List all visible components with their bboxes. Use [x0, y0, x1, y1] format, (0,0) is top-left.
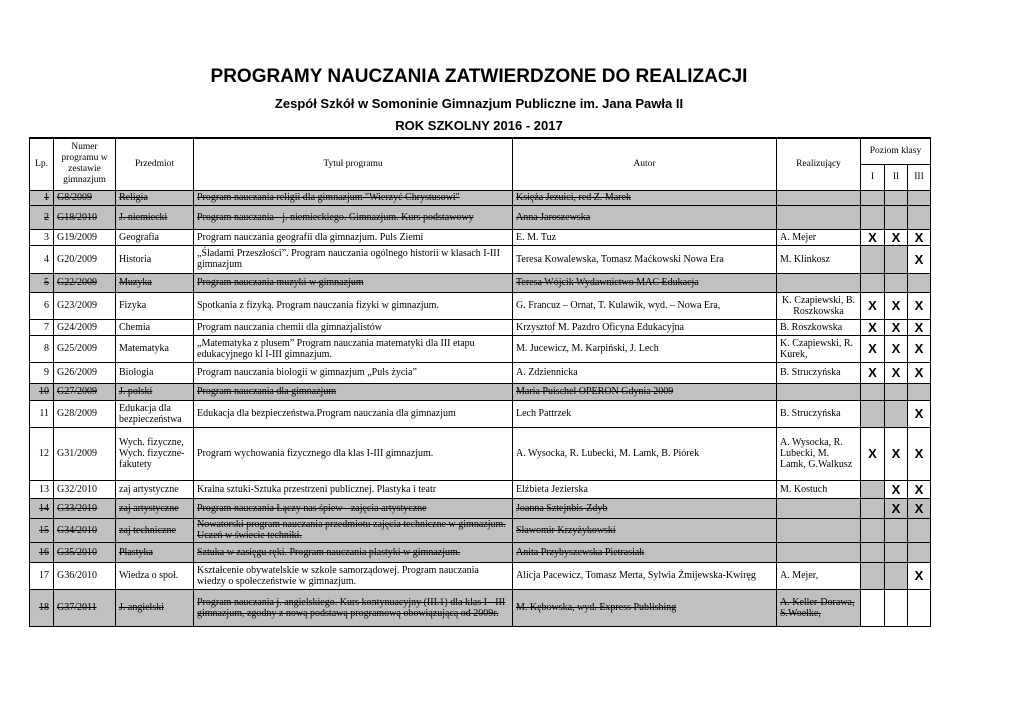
cell-lp: 6 — [30, 292, 54, 319]
cell-przedmiot: J. polski — [116, 383, 194, 400]
cell-tytul: Program nauczania chemii dla gimnazjalistów — [194, 319, 513, 335]
table-row — [30, 480, 931, 498]
table-row — [30, 245, 931, 273]
cell-klasa-1 — [861, 205, 885, 229]
cell-lp: 2 — [30, 205, 54, 229]
cell-klasa-3 — [908, 518, 931, 542]
cell-numer: G8/2009 — [54, 190, 116, 205]
cell-przedmiot: Chemia — [116, 319, 194, 335]
cell-przedmiot: J. angielski — [116, 589, 194, 626]
table-row — [30, 335, 931, 362]
cell-klasa-2: X — [885, 335, 908, 362]
cell-klasa-2: X — [885, 480, 908, 498]
cell-klasa-1: X — [861, 362, 885, 383]
cell-tytul: Kraina sztuki-Sztuka przestrzeni publicznej. Plastyka i teatr — [194, 480, 513, 498]
cell-klasa-3: X — [908, 229, 931, 245]
cell-realizujacy: K. Czapiewski, R. Kurek, — [777, 335, 861, 362]
cell-klasa-2 — [885, 273, 908, 292]
cell-klasa-3: X — [908, 427, 931, 480]
cell-lp: 1 — [30, 190, 54, 205]
cell-klasa-3 — [908, 542, 931, 562]
cell-numer: G26/2009 — [54, 362, 116, 383]
header-poziom: Poziom klasy — [861, 138, 931, 164]
cell-lp: 17 — [30, 562, 54, 589]
cell-tytul: Program nauczania geografii dla gimnazjum. Puls Ziemi — [194, 229, 513, 245]
cell-klasa-3: X — [908, 245, 931, 273]
cell-klasa-1: X — [861, 229, 885, 245]
cell-tytul: Kształcenie obywatelskie w szkole samorządowej. Program nauczania wiedzy o społeczeństwie w gimnazjum. — [194, 562, 513, 589]
cell-autor: E. M. Tuz — [513, 229, 777, 245]
cell-realizujacy — [777, 205, 861, 229]
cell-autor: Anna Jaroszewska — [513, 205, 777, 229]
cell-tytul: Program nauczania religii dla gimnazjum "Wierzyć Chrystusowi" — [194, 190, 513, 205]
cell-realizujacy: K. Czapiewski, B. Roszkowska — [777, 292, 861, 319]
cell-realizujacy — [777, 518, 861, 542]
cell-realizujacy: A. Keller-Dorawa, S.Woelke, — [777, 589, 861, 626]
cell-numer: G27/2009 — [54, 383, 116, 400]
table-row — [30, 400, 931, 427]
cell-przedmiot: Biologia — [116, 362, 194, 383]
cell-klasa-3: X — [908, 400, 931, 427]
table-row — [30, 589, 931, 626]
cell-numer: G20/2009 — [54, 245, 116, 273]
table-row — [30, 518, 931, 542]
cell-tytul: Program nauczania j. angielskiego. Kurs kontynuacyjny (III.1) dla klas I - III gimnazjum, zgodny z nową podstawą programową obowiązującą od 2009r. — [194, 589, 513, 626]
cell-realizujacy — [777, 383, 861, 400]
cell-tytul: Program nauczania dla gimnazjum — [194, 383, 513, 400]
cell-klasa-2: X — [885, 292, 908, 319]
cell-realizujacy: M. Kostuch — [777, 480, 861, 498]
cell-tytul: Program nauczania - j. niemieckiego. Gimnazjum. Kurs podstawowy — [194, 205, 513, 229]
cell-autor: Teresa Kowalewska, Tomasz Maćkowski Nowa Era — [513, 245, 777, 273]
cell-klasa-3 — [908, 205, 931, 229]
cell-lp: 16 — [30, 542, 54, 562]
cell-klasa-1: X — [861, 319, 885, 335]
cell-realizujacy: B. Roszkowska — [777, 319, 861, 335]
cell-klasa-3 — [908, 190, 931, 205]
programs-table — [29, 137, 931, 627]
header-klasa-1: I — [861, 164, 885, 190]
cell-lp: 14 — [30, 498, 54, 518]
cell-numer: G22/2009 — [54, 273, 116, 292]
table-row — [30, 205, 931, 229]
table-row — [30, 362, 931, 383]
cell-klasa-3 — [908, 273, 931, 292]
cell-lp: 8 — [30, 335, 54, 362]
cell-autor: G. Francuz – Ornat, T. Kulawik, wyd. – Nowa Era, — [513, 292, 777, 319]
cell-klasa-2 — [885, 245, 908, 273]
cell-klasa-1 — [861, 518, 885, 542]
header-realizujacy: Realizujący — [777, 138, 861, 190]
cell-klasa-2: X — [885, 319, 908, 335]
header-numer: Numer programu w zestawie gimnazjum — [54, 138, 116, 190]
table-row — [30, 498, 931, 518]
cell-klasa-2 — [885, 518, 908, 542]
page-title: PROGRAMY NAUCZANIA ZATWIERDZONE DO REALIZACJI — [210, 66, 748, 87]
cell-klasa-2: X — [885, 427, 908, 480]
cell-numer: G28/2009 — [54, 400, 116, 427]
cell-tytul: Program nauczania Łączy nas śpiew - zajęcia artystyczne — [194, 498, 513, 518]
cell-realizujacy — [777, 190, 861, 205]
cell-tytul: „Śladami Przeszłości”. Program nauczania ogólnego historii w klasach I-III gimnazjum — [194, 245, 513, 273]
cell-klasa-1 — [861, 383, 885, 400]
cell-lp: 3 — [30, 229, 54, 245]
cell-przedmiot: Geografia — [116, 229, 194, 245]
cell-przedmiot: Matematyka — [116, 335, 194, 362]
cell-autor: Maria Puischel OPERON Gdynia 2009 — [513, 383, 777, 400]
cell-klasa-2 — [885, 205, 908, 229]
header-tytul: Tytuł programu — [194, 138, 513, 190]
cell-tytul: Edukacja dla bezpieczeństwa.Program nauczania dla gimnazjum — [194, 400, 513, 427]
cell-autor: Joanna Sztejnbis-Zdyb — [513, 498, 777, 518]
cell-klasa-3 — [908, 589, 931, 626]
cell-przedmiot: Wych. fizyczne, Wych. fizyczne-fakutety — [116, 427, 194, 480]
header-przedmiot: Przedmiot — [116, 138, 194, 190]
cell-autor: Alicja Pacewicz, Tomasz Merta, Sylwia Żmijewska-Kwiręg — [513, 562, 777, 589]
cell-tytul: Program nauczania muzyki w gimnazjum — [194, 273, 513, 292]
cell-tytul: Program wychowania fizycznego dla klas I-III gimnazjum. — [194, 427, 513, 480]
cell-autor: Anita Przybyszewska Pietrasiak — [513, 542, 777, 562]
cell-tytul: Program nauczania biologii w gimnazjum „Puls życia” — [194, 362, 513, 383]
table-row — [30, 427, 931, 480]
cell-realizujacy: B. Struczyńska — [777, 362, 861, 383]
cell-tytul: „Matematyka z plusem” Program nauczania matematyki dla III etapu edukacyjnego kl I-III gimnazjum. — [194, 335, 513, 362]
cell-klasa-3: X — [908, 362, 931, 383]
cell-klasa-2: X — [885, 498, 908, 518]
cell-realizujacy: A. Wysocka, R. Lubecki, M. Lamk, G.Walkusz — [777, 427, 861, 480]
cell-numer: G23/2009 — [54, 292, 116, 319]
cell-przedmiot: zaj artystyczne — [116, 498, 194, 518]
cell-lp: 18 — [30, 589, 54, 626]
table-row — [30, 273, 931, 292]
cell-autor: M. Kębowska, wyd. Express Publishing — [513, 589, 777, 626]
cell-realizujacy — [777, 542, 861, 562]
table-row — [30, 542, 931, 562]
cell-autor: Sławomir Krzyżykowski — [513, 518, 777, 542]
cell-autor: A. Zdziennicka — [513, 362, 777, 383]
table-row — [30, 190, 931, 205]
cell-klasa-3: X — [908, 292, 931, 319]
cell-lp: 13 — [30, 480, 54, 498]
cell-realizujacy: M. Klinkosz — [777, 245, 861, 273]
cell-klasa-1 — [861, 190, 885, 205]
cell-autor: Elżbieta Jezierska — [513, 480, 777, 498]
header-klasa-2: II — [885, 164, 908, 190]
cell-klasa-2: X — [885, 229, 908, 245]
cell-lp: 10 — [30, 383, 54, 400]
cell-klasa-2 — [885, 542, 908, 562]
cell-numer: G34/2010 — [54, 518, 116, 542]
cell-tytul: Nowatorski program nauczania przedmiotu zajęcia techniczne w gimnazjum. Uczeń w świecie techniki. — [194, 518, 513, 542]
cell-klasa-3: X — [908, 480, 931, 498]
cell-klasa-1: X — [861, 335, 885, 362]
cell-klasa-2 — [885, 383, 908, 400]
cell-przedmiot: zaj artystyczne — [116, 480, 194, 498]
cell-klasa-1 — [861, 498, 885, 518]
cell-numer: G37/2011 — [54, 589, 116, 626]
cell-klasa-2: X — [885, 362, 908, 383]
cell-numer: G18/2010 — [54, 205, 116, 229]
cell-lp: 11 — [30, 400, 54, 427]
cell-autor: A. Wysocka, R. Lubecki, M. Lamk, B. Piórek — [513, 427, 777, 480]
cell-klasa-1 — [861, 273, 885, 292]
table-row — [30, 292, 931, 319]
cell-autor: M. Jucewicz, M. Karpiński, J. Lech — [513, 335, 777, 362]
cell-klasa-2 — [885, 400, 908, 427]
cell-przedmiot: Muzyka — [116, 273, 194, 292]
cell-klasa-1 — [861, 542, 885, 562]
table-row — [30, 562, 931, 589]
cell-realizujacy: B. Struczyńska — [777, 400, 861, 427]
cell-realizujacy: A. Mejer — [777, 229, 861, 245]
header-klasa-3: III — [908, 164, 931, 190]
cell-numer: G36/2010 — [54, 562, 116, 589]
cell-klasa-3 — [908, 383, 931, 400]
cell-klasa-3: X — [908, 335, 931, 362]
header-lp: Lp. — [30, 138, 54, 190]
cell-lp: 9 — [30, 362, 54, 383]
cell-numer: G33/2010 — [54, 498, 116, 518]
cell-lp: 5 — [30, 273, 54, 292]
cell-klasa-3: X — [908, 319, 931, 335]
cell-przedmiot: zaj techniczne — [116, 518, 194, 542]
cell-numer: G32/2010 — [54, 480, 116, 498]
cell-realizujacy — [777, 273, 861, 292]
cell-klasa-2 — [885, 562, 908, 589]
cell-klasa-3: X — [908, 498, 931, 518]
cell-klasa-1 — [861, 245, 885, 273]
cell-przedmiot: Wiedza o społ. — [116, 562, 194, 589]
cell-klasa-1 — [861, 589, 885, 626]
cell-numer: G31/2009 — [54, 427, 116, 480]
cell-realizujacy — [777, 498, 861, 518]
cell-tytul: Sztuka w zasięgu ręki. Program nauczania plastyki w gimnazjum. — [194, 542, 513, 562]
cell-przedmiot: J. niemiecki — [116, 205, 194, 229]
table-row — [30, 229, 931, 245]
cell-przedmiot: Edukacja dla bezpieczeństwa — [116, 400, 194, 427]
cell-klasa-1 — [861, 562, 885, 589]
cell-przedmiot: Historia — [116, 245, 194, 273]
cell-numer: G25/2009 — [54, 335, 116, 362]
cell-przedmiot: Fizyka — [116, 292, 194, 319]
cell-klasa-1 — [861, 480, 885, 498]
cell-realizujacy: A. Mejer, — [777, 562, 861, 589]
cell-klasa-2 — [885, 190, 908, 205]
cell-klasa-2 — [885, 589, 908, 626]
table-row — [30, 383, 931, 400]
cell-lp: 15 — [30, 518, 54, 542]
cell-autor: Krzysztof M. Pazdro Oficyna Edukacyjna — [513, 319, 777, 335]
cell-przedmiot: Religia — [116, 190, 194, 205]
cell-autor: Księża Jezuici, red Z. Marek — [513, 190, 777, 205]
cell-przedmiot: Plastyka — [116, 542, 194, 562]
cell-lp: 4 — [30, 245, 54, 273]
cell-klasa-1: X — [861, 292, 885, 319]
cell-numer: G19/2009 — [54, 229, 116, 245]
cell-lp: 12 — [30, 427, 54, 480]
cell-lp: 7 — [30, 319, 54, 335]
cell-klasa-3: X — [908, 562, 931, 589]
cell-tytul: Spotkania z fizyką. Program nauczania fizyki w gimnazjum. — [194, 292, 513, 319]
cell-numer: G35/2010 — [54, 542, 116, 562]
school-name: Zespół Szkół w Somoninie Gimnazjum Publiczne im. Jana Pawła II — [274, 96, 684, 111]
cell-numer: G24/2009 — [54, 319, 116, 335]
cell-klasa-1: X — [861, 427, 885, 480]
cell-autor: Teresa Wójcik Wydawnictwo MAC Edukacja — [513, 273, 777, 292]
school-year: ROK SZKOLNY 2016 - 2017 — [395, 118, 563, 133]
header-autor: Autor — [513, 138, 777, 190]
cell-autor: Lech Pattrzek — [513, 400, 777, 427]
cell-klasa-1 — [861, 400, 885, 427]
table-row — [30, 319, 931, 335]
